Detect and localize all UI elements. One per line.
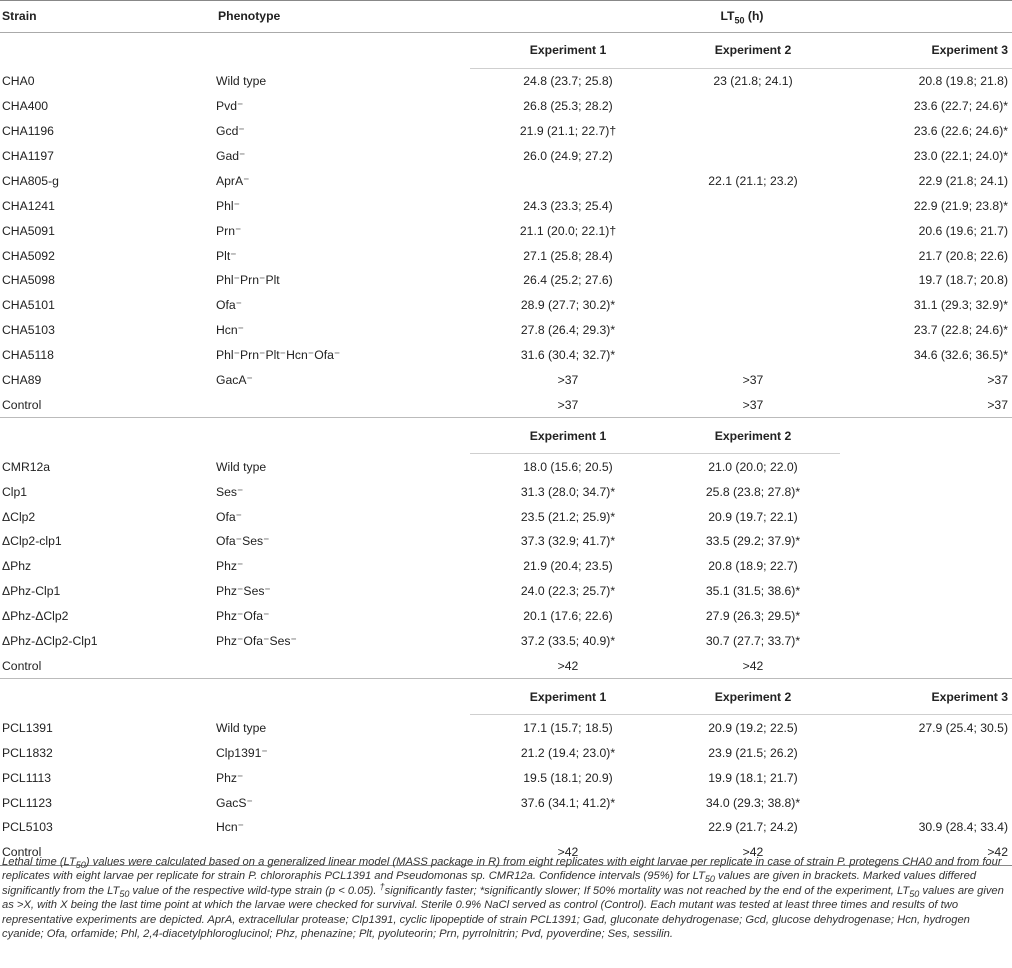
strain-cell: CHA5103 <box>2 323 55 338</box>
header-lt-label: LT <box>720 9 735 24</box>
experiment-1-value: 18.0 (15.6; 20.5) <box>523 459 613 474</box>
experiment-1-value: 21.9 (20.4; 23.5) <box>523 559 613 574</box>
experiment-3-value: >42 <box>987 845 1008 860</box>
experiment-2-value <box>666 293 840 318</box>
strain-cell: Control <box>2 397 42 412</box>
experiment-3-label <box>840 418 1012 454</box>
strain-cell: ΔPhz-ΔClp2 <box>2 609 69 624</box>
table-row <box>0 193 1012 218</box>
experiment-2-value <box>666 318 840 343</box>
experiment-1-label: Experiment 1 <box>470 33 666 69</box>
experiment-header-row <box>0 33 1012 69</box>
footnote-text: value of the respective wild-type strain (p < 0.05). <box>129 884 380 897</box>
strain-cell: ΔPhz-ΔClp2-Clp1 <box>2 634 98 649</box>
table-row <box>0 268 1012 293</box>
header-strain: Strain <box>2 9 37 24</box>
phenotype-cell: Phz⁻Ofa⁻Ses⁻ <box>216 634 297 649</box>
experiment-1-value: 20.1 (17.6; 22.6) <box>523 609 613 624</box>
experiment-2-value: >42 <box>742 845 764 860</box>
phenotype-cell: Ofa⁻ <box>216 298 243 313</box>
experiment-1-value: 27.8 (26.4; 29.3)* <box>520 323 616 338</box>
phenotype-cell: AprA⁻ <box>216 173 250 188</box>
experiment-1-value: 37.3 (32.9; 41.7)* <box>520 534 616 549</box>
strain-cell: PCL5103 <box>2 820 53 835</box>
experiment-3-value <box>840 479 1012 504</box>
strain-cell: CHA5092 <box>2 248 55 263</box>
experiment-2-value: 34.0 (29.3; 38.8)* <box>705 795 801 810</box>
experiment-3-value: 20.6 (19.6; 21.7) <box>918 223 1008 238</box>
experiment-1-value: 21.2 (19.4; 23.0)* <box>520 745 616 760</box>
phenotype-cell: Wild type <box>216 74 267 89</box>
strain-cell: CHA89 <box>2 373 42 388</box>
spacer-cell <box>0 418 216 454</box>
experiment-1-value: 21.9 (21.1; 22.7)† <box>519 124 617 139</box>
table-row <box>0 815 1012 840</box>
phenotype-cell: Wild type <box>216 459 267 474</box>
footnote-dagger: † <box>379 881 385 892</box>
footnote-text: Lethal time (LT <box>2 856 76 868</box>
experiment-2-value: 27.9 (26.3; 29.5)* <box>705 609 801 624</box>
strain-cell: CHA5101 <box>2 298 55 313</box>
table-row <box>0 169 1012 194</box>
experiment-3-value <box>840 629 1012 654</box>
experiment-1-value <box>470 169 666 194</box>
table-row <box>0 218 1012 243</box>
experiment-1-value: >42 <box>557 845 579 860</box>
experiment-1-value: 28.9 (27.7; 30.2)* <box>520 298 616 313</box>
experiment-3-value <box>840 604 1012 629</box>
experiment-2-label: Experiment 2 <box>666 33 840 69</box>
experiment-header-row <box>0 679 1012 715</box>
experiment-1-value: 24.0 (22.3; 25.7)* <box>520 584 616 599</box>
experiment-3-value: 19.7 (18.7; 20.8) <box>918 273 1008 288</box>
experiment-2-value: 23 (21.8; 24.1) <box>713 74 793 89</box>
header-lt50 <box>470 1 1012 33</box>
experiment-2-value <box>666 144 840 169</box>
table-row <box>0 579 1012 604</box>
strain-cell: CMR12a <box>2 459 51 474</box>
experiment-2-value: 22.9 (21.7; 24.2) <box>708 820 798 835</box>
experiment-2-value: 21.0 (20.0; 22.0) <box>708 459 798 474</box>
experiment-3-value <box>840 654 1012 679</box>
experiment-2-value: 19.9 (18.1; 21.7) <box>708 770 798 785</box>
strain-cell: CHA1197 <box>2 149 54 164</box>
experiment-2-value <box>666 119 840 144</box>
table-row <box>0 119 1012 144</box>
experiment-1-value: 31.6 (30.4; 32.7)* <box>520 348 616 363</box>
strain-cell: CHA1241 <box>2 198 55 213</box>
table-row <box>0 243 1012 268</box>
experiment-1-value: 23.5 (21.2; 25.9)* <box>520 509 616 524</box>
experiment-3-value: 27.9 (25.4; 30.5) <box>918 720 1008 735</box>
experiment-3-label: Experiment 3 <box>840 33 1012 69</box>
experiment-3-value <box>840 765 1012 790</box>
strain-cell: CHA805-g <box>2 173 59 188</box>
table-body <box>0 33 1012 866</box>
footnote-subscript: 50 <box>75 860 86 871</box>
experiment-3-value: 34.6 (32.6; 36.5)* <box>913 348 1008 363</box>
table-row <box>0 504 1012 529</box>
experiment-1-value: >37 <box>557 397 579 412</box>
experiment-1-value: 37.6 (34.1; 41.2)* <box>520 795 616 810</box>
experiment-1-value: >42 <box>557 658 579 673</box>
phenotype-cell <box>216 654 470 679</box>
phenotype-cell: Pvd⁻ <box>216 99 244 114</box>
experiment-3-value: 21.7 (20.8; 22.6) <box>918 248 1008 263</box>
strain-cell: PCL1123 <box>2 795 52 810</box>
experiment-1-value <box>470 815 666 840</box>
footnote-subscript: 50 <box>704 874 715 885</box>
experiment-2-value <box>666 193 840 218</box>
table-row <box>0 69 1012 94</box>
table-row <box>0 318 1012 343</box>
table-row <box>0 529 1012 554</box>
experiment-3-value <box>840 504 1012 529</box>
experiment-3-value <box>840 529 1012 554</box>
footnote-text: values are given as >X, with X being the last time point at which the larvae were checked for survival. Sterile 0.9% NaCl served as control (Control). Each mutant was tested at least three times and results of two representative experiments are depicted. AprA, extracellular protease; Clp1391, cyclic lipopeptide of strain PCL1391; Gad, gluconate dehydrogenase; Gcd, glucose dehydrogenase; Hcn, hydrogen cyanide; Ofa, orfamide; Phl, 2,4-diacetylphloroglucinol; Phz, phenazine; Plt, pyoluteorin; Prn, pyrrolnitrin; Pvd, pyoverdine; Ses, sessilin. <box>2 884 1004 941</box>
strain-cell: CHA5118 <box>2 348 54 363</box>
header-lt-subscript: 50 <box>734 15 745 26</box>
footnote-subscript: 50 <box>119 889 130 900</box>
table-row <box>0 94 1012 119</box>
experiment-2-value: 25.8 (23.8; 27.8)* <box>705 484 801 499</box>
table-row <box>0 740 1012 765</box>
experiment-2-value: >42 <box>742 658 764 673</box>
table-row <box>0 343 1012 368</box>
phenotype-cell: Ses⁻ <box>216 484 244 499</box>
phenotype-cell: Phl⁻Prn⁻Plt <box>216 273 280 288</box>
experiment-3-value: 20.8 (19.8; 21.8) <box>918 74 1008 89</box>
phenotype-cell: Phz⁻ <box>216 770 244 785</box>
spacer-cell <box>216 418 470 454</box>
strain-cell: Control <box>2 658 42 673</box>
experiment-3-value <box>840 790 1012 815</box>
experiment-1-value: 24.3 (23.3; 25.4) <box>523 198 613 213</box>
phenotype-cell: Gcd⁻ <box>216 124 245 139</box>
phenotype-cell: Phz⁻Ses⁻ <box>216 584 271 599</box>
experiment-1-value: >37 <box>557 373 579 388</box>
phenotype-cell: Phz⁻Ofa⁻ <box>216 609 270 624</box>
header-lt-unit: (h) <box>744 9 764 24</box>
spacer-cell <box>216 679 470 715</box>
table-row <box>0 454 1012 479</box>
strain-cell: CHA400 <box>2 99 49 114</box>
strain-cell: CHA5091 <box>2 223 55 238</box>
spacer-cell <box>216 33 470 69</box>
experiment-1-value: 27.1 (25.8; 28.4) <box>523 248 613 263</box>
table-row <box>0 629 1012 654</box>
experiment-2-value: 22.1 (21.1; 23.2) <box>708 173 798 188</box>
experiment-1-value: 31.3 (28.0; 34.7)* <box>520 484 616 499</box>
strain-cell: PCL1113 <box>2 770 52 785</box>
table-row <box>0 479 1012 504</box>
experiment-2-value <box>666 343 840 368</box>
phenotype-cell: Clp1391⁻ <box>216 745 268 760</box>
table-row <box>0 393 1012 418</box>
experiment-2-value <box>666 218 840 243</box>
phenotype-cell: Plt⁻ <box>216 248 237 263</box>
spacer-cell <box>0 679 216 715</box>
experiment-header-row <box>0 418 1012 454</box>
experiment-3-value: >37 <box>987 373 1008 388</box>
experiment-2-label: Experiment 2 <box>666 418 840 454</box>
experiment-3-value <box>840 454 1012 479</box>
phenotype-cell: Phl⁻Prn⁻Plt⁻Hcn⁻Ofa⁻ <box>216 348 341 363</box>
strain-cell: PCL1391 <box>2 720 53 735</box>
table-row <box>0 790 1012 815</box>
experiment-1-value: 26.8 (25.3; 28.2) <box>523 99 613 114</box>
experiment-3-value: 23.7 (22.8; 24.6)* <box>913 323 1008 338</box>
footnote-subscript: 50 <box>909 889 920 900</box>
table-row <box>0 293 1012 318</box>
table-footnote <box>2 855 1006 941</box>
experiment-3-value: 23.6 (22.7; 24.6)* <box>913 99 1008 114</box>
experiment-1-label: Experiment 1 <box>470 418 666 454</box>
experiment-2-value: >37 <box>742 397 764 412</box>
table-row <box>0 368 1012 393</box>
phenotype-cell: Phz⁻ <box>216 559 244 574</box>
phenotype-cell: Phl⁻ <box>216 198 241 213</box>
phenotype-cell: Hcn⁻ <box>216 323 245 338</box>
table-row <box>0 144 1012 169</box>
strain-cell: PCL1832 <box>2 745 53 760</box>
strain-cell: ΔPhz <box>2 559 32 574</box>
phenotype-cell: Hcn⁻ <box>216 820 245 835</box>
experiment-3-value <box>840 740 1012 765</box>
phenotype-cell: Ofa⁻Ses⁻ <box>216 534 270 549</box>
experiment-2-value: 23.9 (21.5; 26.2) <box>708 745 798 760</box>
table-header-row <box>0 1 1012 33</box>
strain-cell: ΔClp2-clp1 <box>2 534 62 549</box>
experiment-3-value: 30.9 (28.4; 33.4) <box>918 820 1008 835</box>
phenotype-cell: GacA⁻ <box>216 373 253 388</box>
table-row <box>0 654 1012 679</box>
table-row <box>0 715 1012 740</box>
phenotype-cell: Ofa⁻ <box>216 509 243 524</box>
spacer-cell <box>0 33 216 69</box>
experiment-1-label: Experiment 1 <box>470 679 666 715</box>
experiment-2-value: 30.7 (27.7; 33.7)* <box>705 634 801 649</box>
strain-cell: ΔPhz-Clp1 <box>2 584 61 599</box>
experiment-3-value: 31.1 (29.3; 32.9)* <box>913 298 1008 313</box>
table-row <box>0 554 1012 579</box>
table-row <box>0 604 1012 629</box>
table-row <box>0 765 1012 790</box>
experiment-1-value: 17.1 (15.7; 18.5) <box>523 720 613 735</box>
footnote-text: ) values were calculated based on a generalized linear model (MASS package in R) from eight replicates with eight larvae per replicate in case of strain P. protegens CHA0 and from four replicates with eight larvae per replicate for strain P. chlororaphis PCL1391 and Pseudomonas sp. CMR12a. Confidence intervals (95%) for LT <box>2 856 1002 883</box>
experiment-3-value: 22.9 (21.9; 23.8)* <box>913 198 1008 213</box>
experiment-3-value <box>840 554 1012 579</box>
phenotype-cell: GacS⁻ <box>216 795 253 810</box>
experiment-3-value: 23.0 (22.1; 24.0)* <box>913 149 1008 164</box>
experiment-2-label: Experiment 2 <box>666 679 840 715</box>
phenotype-cell <box>216 393 470 418</box>
phenotype-cell: Gad⁻ <box>216 149 246 164</box>
experiment-1-value: 26.0 (24.9; 27.2) <box>523 149 613 164</box>
header-phenotype: Phenotype <box>218 9 281 24</box>
experiment-2-value <box>666 268 840 293</box>
strain-cell: CHA1196 <box>2 124 54 139</box>
experiment-1-value: 37.2 (33.5; 40.9)* <box>520 634 616 649</box>
phenotype-cell: Wild type <box>216 720 267 735</box>
phenotype-cell: Prn⁻ <box>216 223 242 238</box>
experiment-2-value <box>666 94 840 119</box>
experiment-1-value: 19.5 (18.1; 20.9) <box>523 770 613 785</box>
experiment-2-value: 35.1 (31.5; 38.6)* <box>705 584 801 599</box>
experiment-2-value: 20.8 (18.9; 22.7) <box>708 559 798 574</box>
experiment-3-label: Experiment 3 <box>840 679 1012 715</box>
experiment-3-value: 22.9 (21.8; 24.1) <box>918 173 1008 188</box>
experiment-2-value: 20.9 (19.7; 22.1) <box>708 509 798 524</box>
experiment-3-value: 23.6 (22.6; 24.6)* <box>913 124 1008 139</box>
strain-cell: Clp1 <box>2 484 28 499</box>
footnote-text: values are given in brackets. Marked values differed significantly from the LT <box>2 870 977 897</box>
experiment-2-value: 20.9 (19.2; 22.5) <box>708 720 798 735</box>
experiment-3-value: >37 <box>987 397 1008 412</box>
experiment-3-value <box>840 579 1012 604</box>
experiment-1-value: 21.1 (20.0; 22.1)† <box>519 223 617 238</box>
experiment-2-value: >37 <box>742 373 764 388</box>
strain-cell: ΔClp2 <box>2 509 36 524</box>
experiment-1-value: 26.4 (25.2; 27.6) <box>523 273 613 288</box>
strain-cell: Control <box>2 845 42 860</box>
strain-cell: CHA0 <box>2 74 35 89</box>
footnote-text: significantly faster; *significantly slower; If 50% mortality was not reached by the end of the experiment, LT <box>384 884 910 897</box>
experiment-2-value <box>666 243 840 268</box>
experiment-2-value: 33.5 (29.2; 37.9)* <box>705 534 801 549</box>
experiment-1-value: 24.8 (23.7; 25.8) <box>523 74 613 89</box>
strain-cell: CHA5098 <box>2 273 55 288</box>
